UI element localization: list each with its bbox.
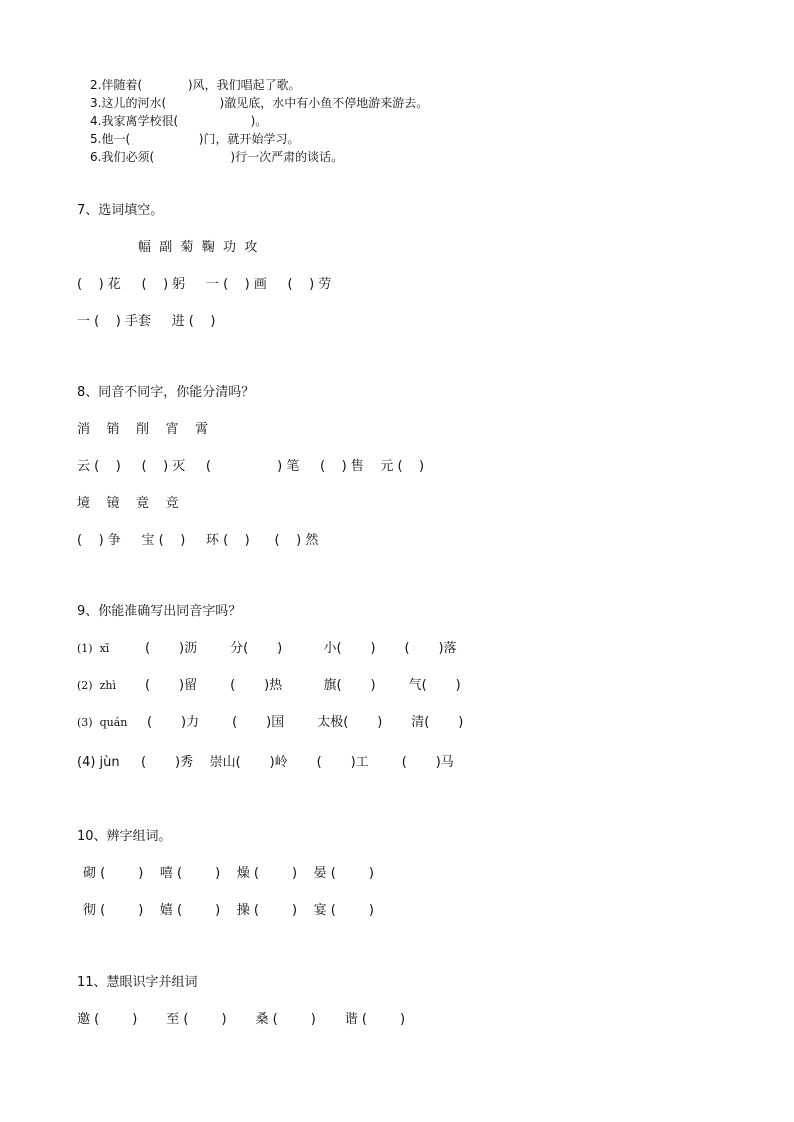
q8-char-options-2: 境 镜 竟 竞 (77, 496, 179, 511)
q7-row-1: ( ) 花 ( ) 躬 一 ( ) 画 ( ) 劳 (77, 277, 332, 292)
q8-row-2: ( ) 争 宝 ( ) 环 ( ) ( ) 然 (77, 533, 319, 548)
fill-item-6: 6.我们必须( )行一次严肃的谈话。 (90, 150, 344, 164)
q8-row-1: 云 ( ) ( ) 灭 ( ) 笔 ( ) 售 元 ( ) (77, 459, 425, 474)
q9-row-4-label: (4) jùn (77, 755, 120, 770)
q10-row-1: 砌 ( ) 嘻 ( ) 燥 ( ) 晏 ( ) (83, 866, 374, 881)
q11-row-1: 邀 ( ) 至 ( ) 桑 ( ) 谐 ( ) (77, 1012, 406, 1027)
q9-row-1-label: (1) xī (77, 642, 110, 655)
q7-row-2: 一 ( ) 手套 进 ( ) (77, 314, 216, 329)
q10-row-2: 彻 ( ) 嬉 ( ) 操 ( ) 宴 ( ) (83, 903, 374, 918)
fill-item-3: 3.这儿的河水( )澈见底，水中有小鱼不停地游来游去。 (90, 96, 429, 110)
q9-row-4-items: ( )秀 崇山( )岭 ( )工 ( )马 (141, 755, 454, 770)
q9-row-2-items: ( )留 ( )热 旗( ) 气( ) (145, 678, 461, 693)
q9-row-3-items: ( )力 ( )国 太极( ) 清( ) (147, 715, 464, 730)
fill-item-4: 4.我家离学校很( )。 (90, 114, 268, 128)
q7-title: 7、选词填空。 (77, 203, 164, 218)
q9-title: 9、你能准确写出同音字吗？ (77, 604, 242, 619)
q8-title: 8、同音不同字，你能分清吗？ (77, 385, 255, 400)
q9-row-3-label: (3) quán (77, 716, 128, 729)
q9-row-2-label: (2) zhì (77, 679, 116, 692)
fill-item-5: 5.他一( )门，就开始学习。 (90, 132, 300, 146)
q7-char-options: 幅 副 菊 鞠 功 攻 (138, 240, 258, 255)
q11-title: 11、慧眼识字并组词 (77, 975, 198, 990)
q9-row-1-items: ( )沥 分( ) 小( ) ( )落 (145, 641, 457, 656)
q10-title: 10、辨字组词。 (77, 829, 172, 844)
fill-item-2: 2.伴随着( )风，我们唱起了歌。 (90, 78, 301, 92)
q8-char-options-1: 消 销 削 宵 霄 (77, 422, 209, 437)
